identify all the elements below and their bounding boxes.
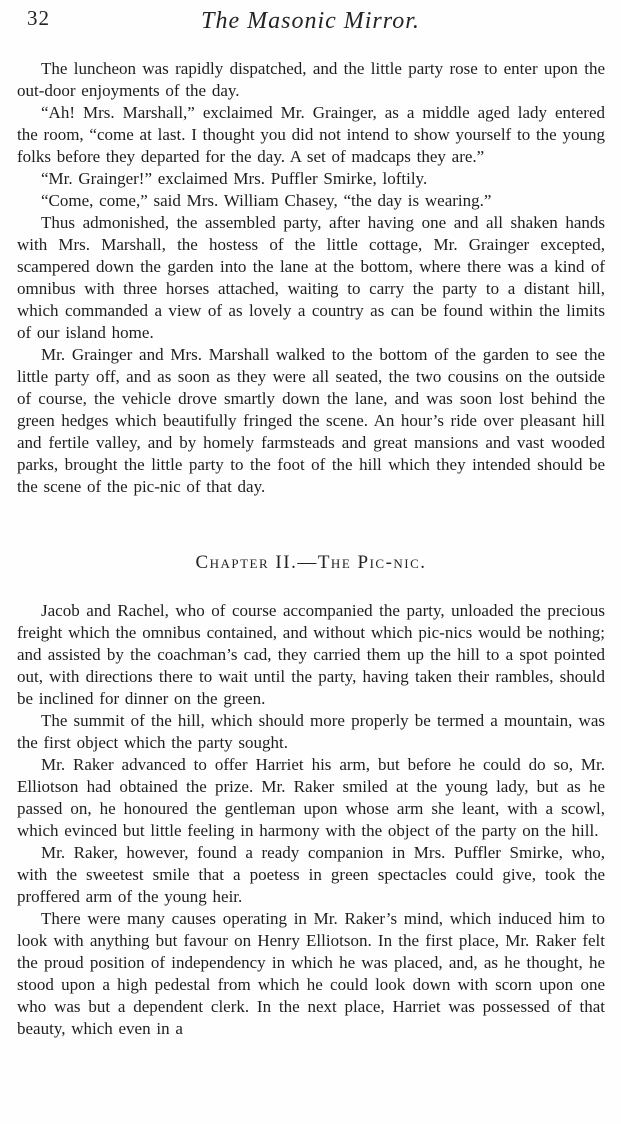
body-paragraph: “Ah! Mrs. Marshall,” exclaimed Mr. Grainger, as a middle aged lady entered the room, “come at last. I thought you did not intend to show yourself to the young folks before they departed for the day. A set of madcaps they are.” [17, 103, 605, 166]
body-paragraph: The summit of the hill, which should more properly be termed a mountain, was the first object which the party sought. [17, 711, 605, 752]
body-paragraph: “Come, come,” said Mrs. William Chasey, “the day is wearing.” [41, 191, 492, 210]
body-paragraph: Thus admonished, the assembled party, after having one and all shaken hands with Mrs. Marshall, the hostess of the little cottage, Mr. Grainger excepted, scampered down the garden into the lane at the bottom, where there was a kind of omnibus with three horses attached, waiting to carry the party to a distant hill, which commanded a view of as lovely a country as can be found within the limits of our island home. [17, 213, 605, 342]
body-paragraph: Mr. Raker advanced to offer Harriet his arm, but before he could do so, Mr. Elliotson had obtained the prize. Mr. Raker smiled at the young lady, but as he passed on, he honoured the gentleman upon whose arm she leant, with a scowl, which evinced but little feeling in harmony with the object of the party on the hill. [17, 755, 605, 840]
body-paragraph: Mr. Grainger and Mrs. Marshall walked to the bottom of the garden to see the little party off, and as soon as they were all seated, the two cousins on the outside of course, the vehicle drove smartly down the lane, and was soon lost behind the green hedges which beautifully fringed the scene. An hour’s ride over pleasant hill and fertile valley, and by homely farmsteads and great mansions and vast wooded parks, brought the little party to the foot of the hill which they intended should be the scene of the pic-nic of that day. [17, 345, 605, 496]
body-paragraph: “Mr. Grainger!” exclaimed Mrs. Puffler Smirke, loftily. [41, 169, 428, 188]
body-paragraph: The luncheon was rapidly dispatched, and the little party rose to enter upon the out-door enjoyments of the day. [17, 59, 605, 100]
page-body [17, 58, 605, 1040]
page-header [0, 0, 621, 44]
body-paragraph: Jacob and Rachel, who of course accompanied the party, unloaded the precious freight which the omnibus contained, and without which pic-nics would be nothing; and assisted by the coachman’s cad, they carried them up the hill to a spot pointed out, with directions there to wait until the party, having taken their rambles, should be inclined for dinner on the green. [17, 601, 605, 708]
page-number: 32 [27, 6, 50, 30]
body-paragraph: Mr. Raker, however, found a ready companion in Mrs. Puffler Smirke, who, with the sweetest smile that a poetess in green spectacles could give, took the proffered arm of the young heir. [17, 843, 605, 906]
chapter-heading: Chapter II.—The Pic-nic. [195, 552, 427, 573]
body-paragraph: There were many causes operating in Mr. Raker’s mind, which induced him to look with anything but favour on Henry Elliotson. In the first place, Mr. Raker felt the proud position of independency in which he was placed, and, as he thought, he stood upon a high pedestal from which he could look down with scorn upon one who was but a dependent clerk. In the next place, Harriet was possessed of that beauty, which even in a [17, 909, 605, 1038]
running-title: The Masonic Mirror. [201, 8, 420, 34]
